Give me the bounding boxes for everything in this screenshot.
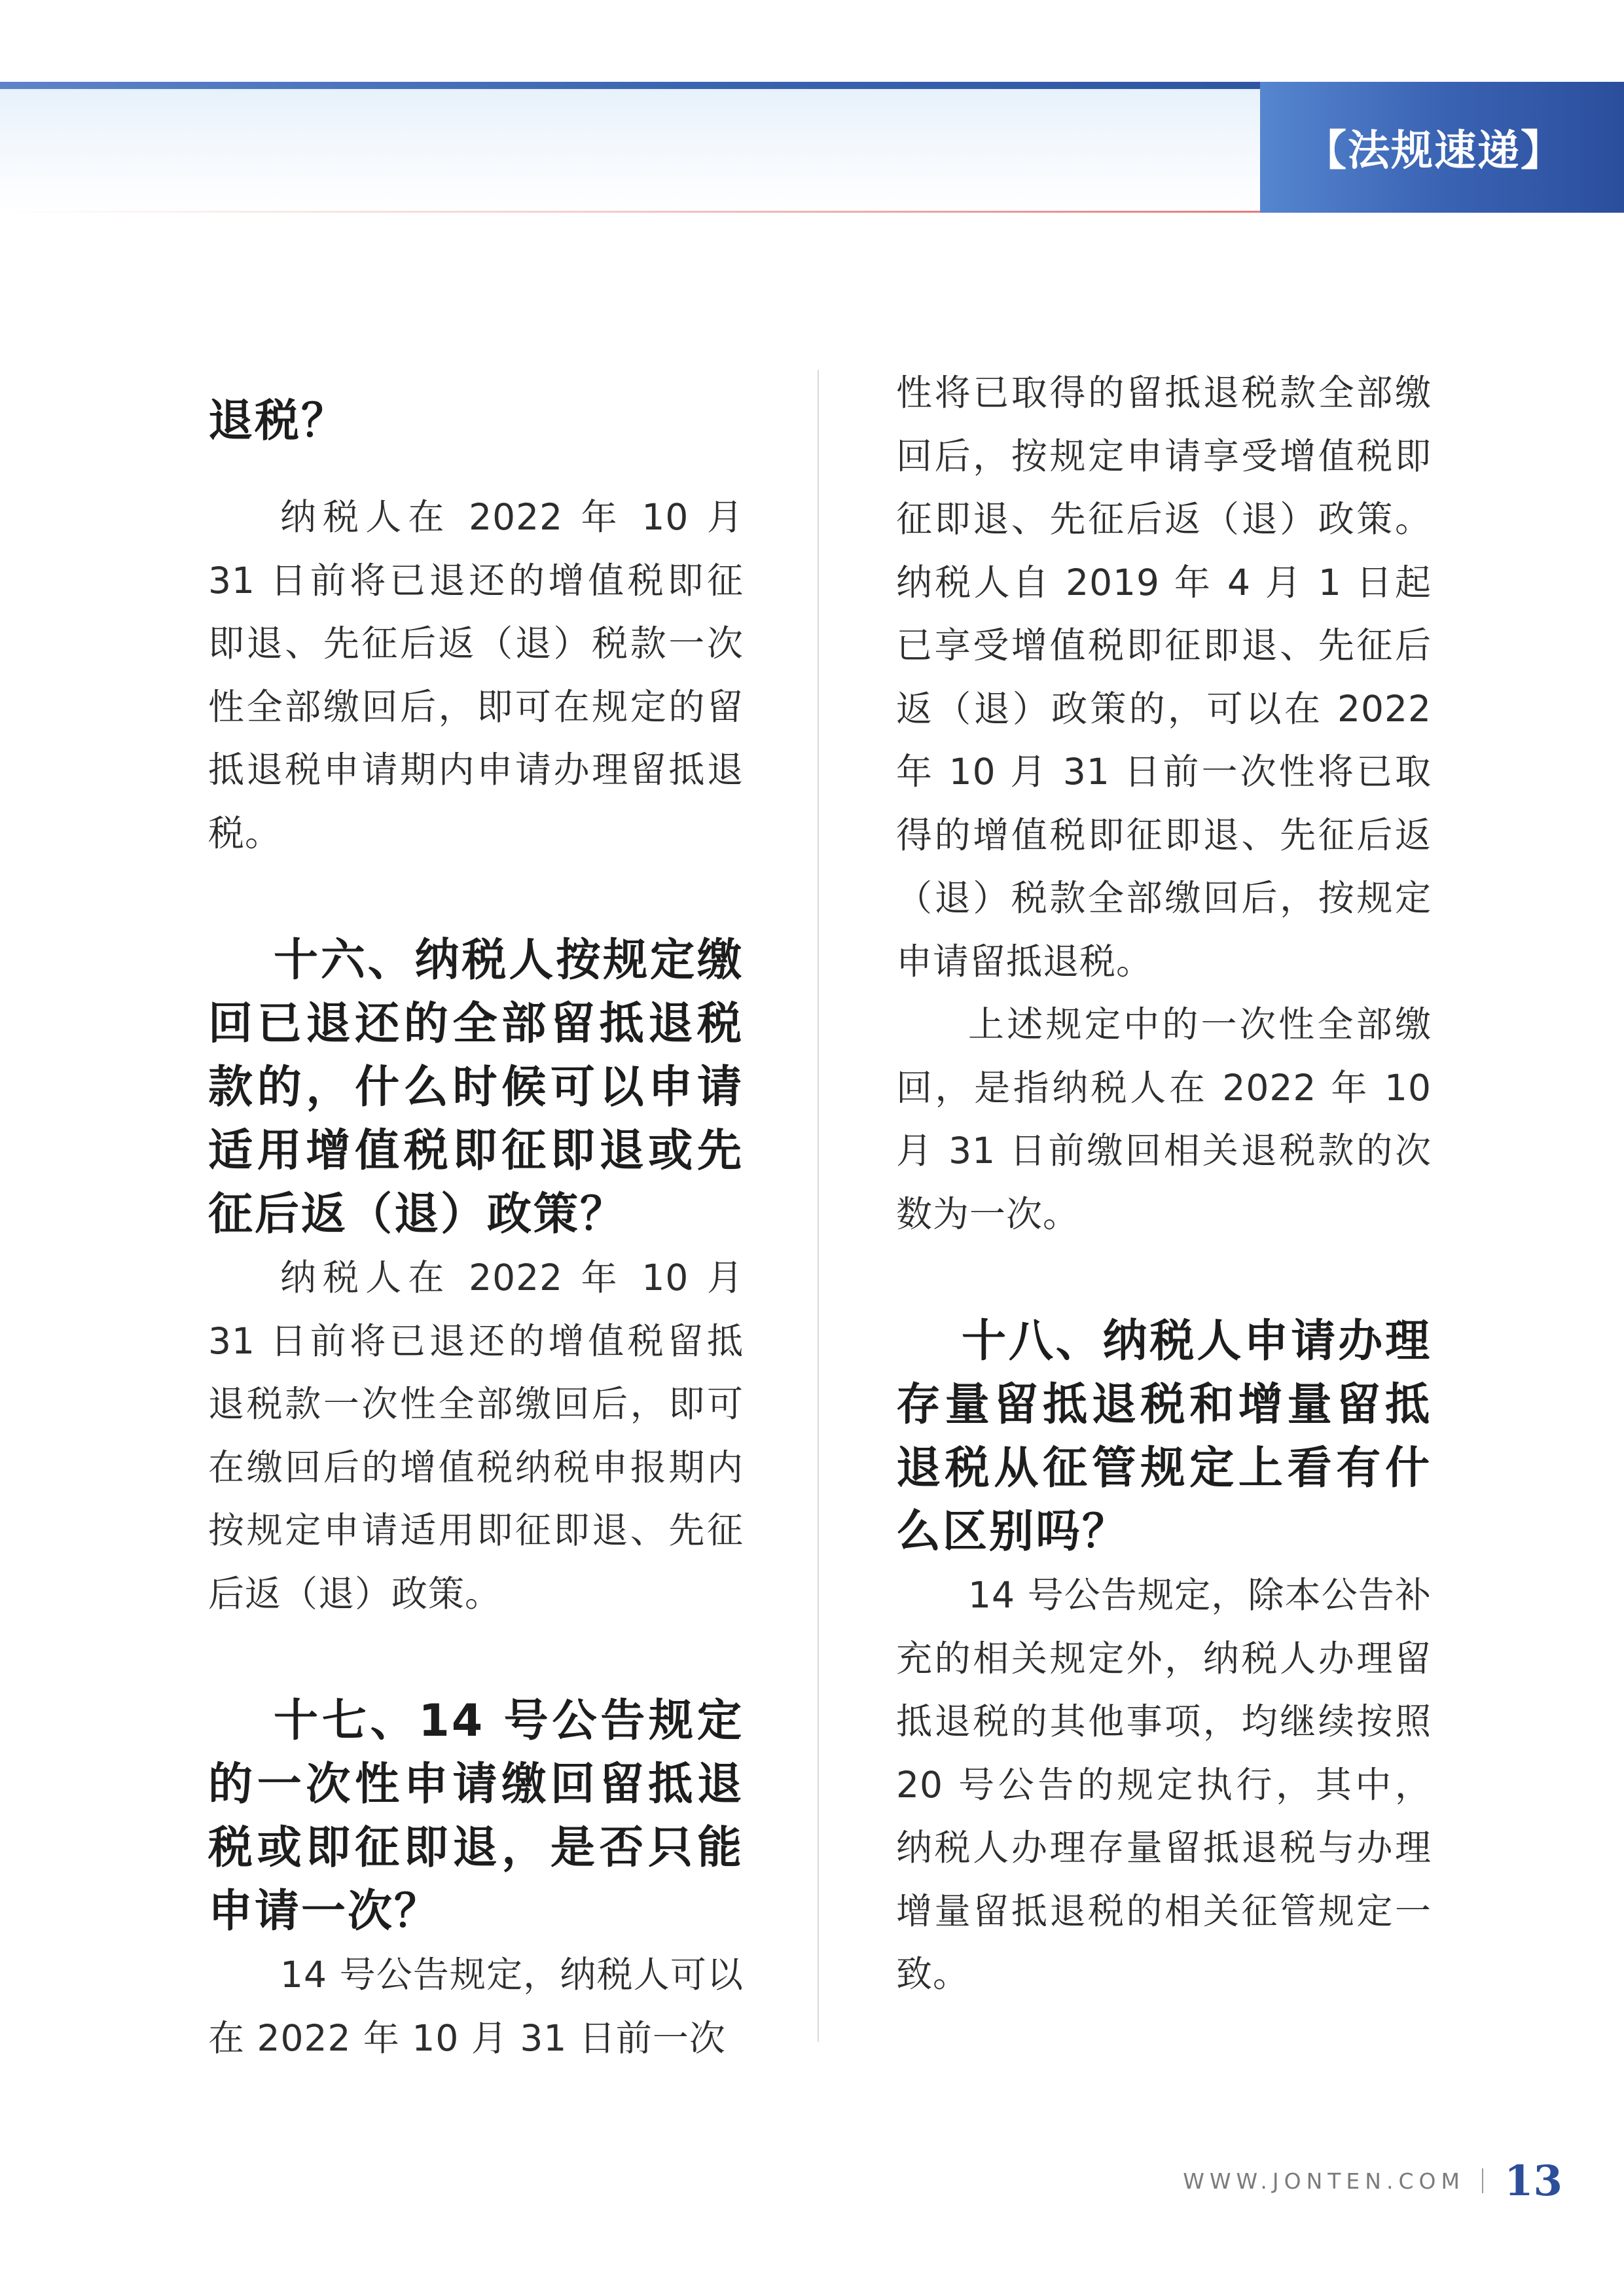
q17-answer-continued: 性将已取得的留抵退税款全部缴回后，按规定申请享受增值税即征即退、先征后返（退）政策。纳税人自 2019 年 4 月 1 日起已享受增值税即征即退、先征后返（退）政策的，可以在 2022 年 10 月 31 日前一次性将已取得的增值税即征即退、先征后返（退）税款全部缴回后，按规定申请留抵退税。 xyxy=(896,372,1432,982)
footer-website: WWW.JONTEN.COM xyxy=(1183,2168,1465,2194)
q16-heading: 十六、纳税人按规定缴回已退还的全部留抵退税款的，什么时候可以申请适用增值税即征即退或先征后返（退）政策？ xyxy=(208,935,744,1240)
q15-heading-tail: 退税？ xyxy=(208,395,348,447)
q17-answer-start: 14 号公告规定，纳税人可以在 2022 年 10 月 31 日前一次 xyxy=(208,1954,744,2059)
page-footer xyxy=(1183,2155,1562,2207)
page-number: 13 xyxy=(1504,2156,1562,2206)
header-red-line xyxy=(0,211,1260,213)
section-tab xyxy=(1260,82,1624,213)
right-column xyxy=(896,361,1432,2006)
q17-heading: 十七、14 号公告规定的一次性申请缴回留抵退税或即征即退，是否只能申请一次？ xyxy=(208,1695,744,1937)
footer-divider xyxy=(1482,2168,1483,2193)
q17-note: 上述规定中的一次性全部缴回，是指纳税人在 2022 年 10 月 31 日前缴回相关退税款的次数为一次。 xyxy=(896,1003,1432,1235)
column-divider xyxy=(818,370,819,2042)
header-band xyxy=(0,89,1260,212)
section-label: 【法规速递】 xyxy=(1305,126,1564,175)
q18-answer: 14 号公告规定，除本公告补充的相关规定外，纳税人办理留抵退税的其他事项，均继续按照 20 号公告的规定执行，其中，纳税人办理存量留抵退税与办理增量留抵退税的相关征管规定一致。 xyxy=(896,1574,1432,1995)
q18-heading: 十八、纳税人申请办理存量留抵退税和增量留抵退税从征管规定上看有什么区别吗？ xyxy=(896,1316,1432,1558)
q15-answer: 纳税人在 2022 年 10 月 31 日前将已退还的增值税即征即退、先征后返（退）税款一次性全部缴回后，即可在规定的留抵退税申请期内申请办理留抵退税。 xyxy=(208,496,744,854)
header-top-rule xyxy=(0,82,1260,89)
q16-answer: 纳税人在 2022 年 10 月 31 日前将已退还的增值税留抵退税款一次性全部缴回后，即可在缴回后的增值税纳税申报期内按规定申请适用即征即退、先征后返（退）政策。 xyxy=(208,1257,744,1615)
left-column xyxy=(208,389,744,2070)
